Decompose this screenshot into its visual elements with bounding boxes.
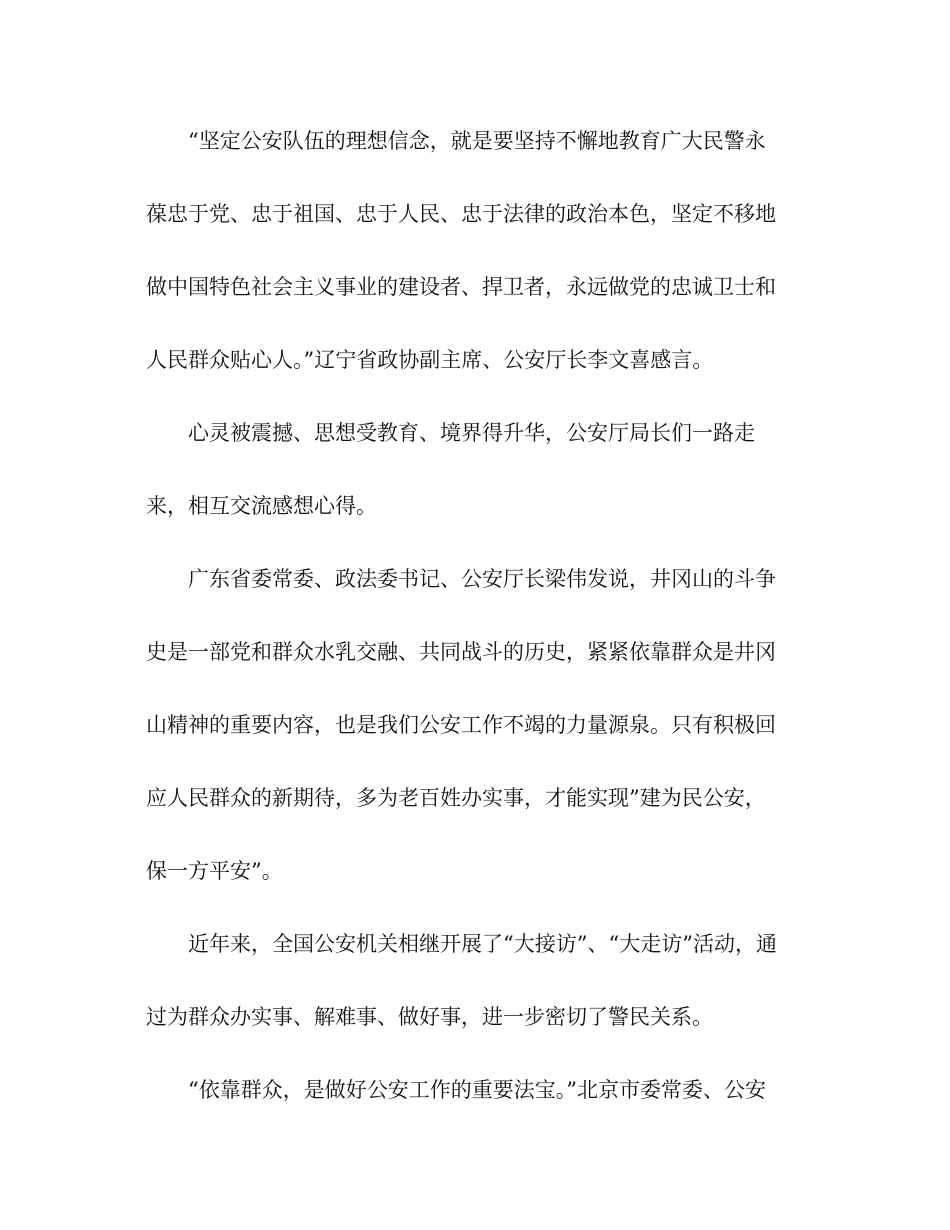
- paragraph-line: “坚定公安队伍的理想信念，就是要坚持不懈地教育广大民警永: [188, 129, 766, 153]
- paragraph-line: 保一方平安”。: [146, 859, 283, 883]
- paragraph-line: 应人民群众的新期待，多为老百姓办实事，才能实现”建为民公安，: [146, 786, 766, 810]
- paragraph-line: “依靠群众，是做好公安工作的重要法宝。”北京市委常委、公安: [188, 1078, 766, 1102]
- paragraph-line: 做中国特色社会主义事业的建设者、捍卫者，永远做党的忠诚卫士和: [146, 275, 776, 299]
- body-text: [146, 117, 806, 1139]
- paragraph-line: 来，相互交流感想心得。: [146, 494, 377, 518]
- paragraph-line: 葆忠于党、忠于祖国、忠于人民、忠于法律的政治本色，坚定不移地: [146, 202, 776, 226]
- paragraph-line: 史是一部党和群众水乳交融、共同战斗的历史，紧紧依靠群众是井冈: [146, 640, 776, 664]
- paragraph-line: 山精神的重要内容，也是我们公安工作不竭的力量源泉。只有积极回: [146, 713, 776, 737]
- paragraph-line: 近年来，全国公安机关相继开展了“大接访”、“大走访”活动，通: [188, 932, 777, 956]
- paragraph-line: 人民群众贴心人。”辽宁省政协副主席、公安厅长李文喜感言。: [146, 348, 714, 372]
- paragraph-line: 心灵被震撼、思想受教育、境界得升华，公安厅局长们一路走: [188, 421, 755, 445]
- paragraph-line: 广东省委常委、政法委书记、公安厅长梁伟发说，井冈山的斗争: [188, 567, 776, 591]
- paragraph-line: 过为群众办实事、解难事、做好事，进一步密切了警民关系。: [146, 1005, 713, 1029]
